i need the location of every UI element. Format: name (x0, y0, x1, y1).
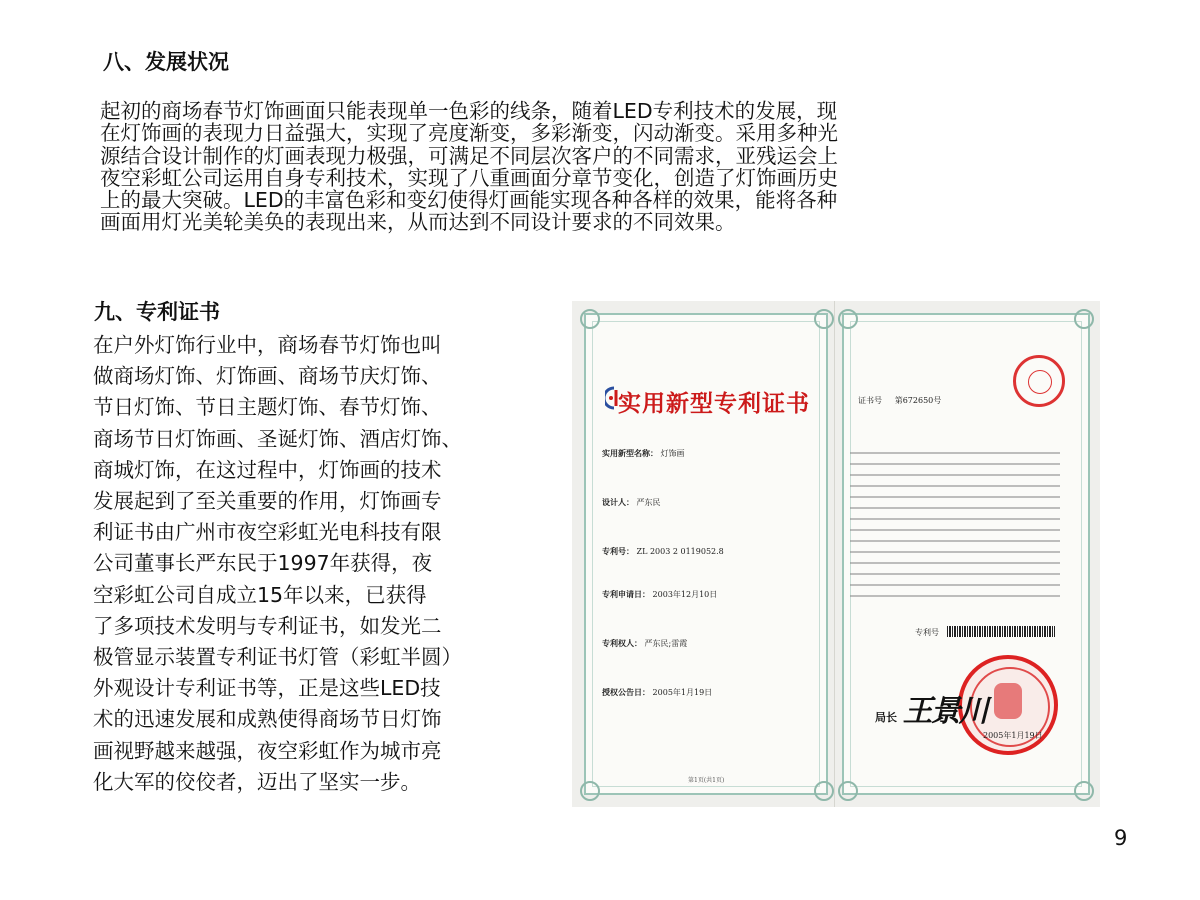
corner-ornament (1074, 309, 1094, 329)
grant-date (602, 687, 712, 698)
body-line: 节日灯饰、节日主题灯饰、春节灯饰、 (93, 395, 442, 420)
cert-number-value: 第672650号 (894, 396, 942, 405)
section-9-heading: 九、专利证书 (94, 300, 220, 324)
body-line: 商城灯饰，在这过程中，灯饰画的技术 (93, 457, 442, 482)
patent-number (602, 546, 724, 557)
body-line: 了多项技术发明与专利证书，如发光二 (93, 613, 442, 638)
field-value: 严东民 (636, 498, 661, 507)
application-date (602, 589, 717, 600)
barcode-label: 专利号 (915, 628, 939, 637)
corner-ornament (814, 781, 834, 801)
body-line: 画视野越来越强，夜空彩虹作为城市亮 (93, 738, 442, 763)
page-number: 9 (1114, 826, 1128, 850)
field-label: 实用新型名称： (602, 448, 658, 458)
section-8-body (100, 100, 1060, 234)
corner-ornament (580, 781, 600, 801)
body-line: 起初的商场春节灯饰画面只能表现单一色彩的线条，随着LED专利技术的发展，现 (100, 99, 838, 123)
body-line: 外观设计专利证书等，正是这些LED技 (93, 676, 441, 701)
field-value: 2005年1月19日 (652, 688, 713, 697)
body-line: 公司董事长严东民于1997年获得，夜 (93, 551, 433, 576)
body-line: 空彩虹公司自成立15年以来，已获得 (93, 582, 427, 607)
body-line: 夜空彩虹公司运用自身专利技术，实现了八重画面分章节变化，创造了灯饰画历史 (100, 165, 838, 190)
seal-date: 2005年1月19日 (983, 731, 1043, 740)
corner-ornament (838, 781, 858, 801)
field-label: 设计人： (602, 497, 634, 507)
corner-ornament (838, 309, 858, 329)
body-line: 利证书由广州市夜空彩虹光电科技有限 (93, 520, 442, 545)
body-line: 术的迅速发展和成熟使得商场节日灯饰 (93, 707, 442, 732)
field-value: 灯饰画 (660, 449, 685, 458)
certificate-fold (834, 301, 835, 807)
section-8-heading: 八、发展状况 (103, 50, 229, 74)
corner-ornament (814, 309, 834, 329)
director-label: 局长 (875, 711, 897, 724)
red-seal-icon (1013, 355, 1065, 407)
body-line: 在灯饰画的表现力日益强大，实现了亮度渐变，多彩渐变，闪动渐变。采用多种光 (100, 121, 838, 146)
corner-ornament (580, 309, 600, 329)
body-line: 极管显示装置专利证书灯管（彩虹半圆） (93, 645, 462, 670)
field-value: 严东民;雷霞 (644, 639, 688, 648)
barcode-icon (947, 626, 1055, 637)
certificate-title: 实用新型专利证书 (618, 390, 810, 417)
body-line: 源结合设计制作的灯画表现力极强，可满足不同层次客户的不同需求，亚残运会上 (100, 143, 838, 168)
certificate-fine-print (850, 452, 1060, 606)
body-line: 在户外灯饰行业中，商场春节灯饰也叫 (93, 333, 442, 357)
corner-ornament (1074, 781, 1094, 801)
field-label: 专利号： (602, 546, 634, 556)
section-9-body (93, 330, 563, 798)
field-value: 2003年12月10日 (652, 590, 718, 599)
field-label: 专利申请日： (602, 589, 650, 599)
body-line: 做商场灯饰、灯饰画、商场节庆灯饰、 (93, 364, 442, 389)
patent-owner (602, 638, 687, 649)
field-label: 授权公告日： (602, 687, 650, 697)
body-line: 商场节日灯饰画、圣诞灯饰、酒店灯饰、 (93, 426, 462, 451)
cert-number-label: 证书号 (858, 396, 882, 405)
field-label: 专利权人： (602, 638, 642, 648)
body-line: 画面用灯光美轮美奂的表现出来，从而达到不同设计要求的不同效果。 (100, 210, 736, 235)
body-line: 化大军的佼佼者，迈出了坚实一步。 (93, 769, 421, 794)
body-line: 上的最大突破。LED的丰富色彩和变幻使得灯画能实现各种各样的效果，能将各种 (100, 188, 838, 213)
field-value: ZL 2003 2 0119052.8 (636, 547, 724, 556)
body-line: 发展起到了至关重要的作用，灯饰画专 (93, 489, 442, 514)
cert-number (858, 395, 941, 406)
utility-model-name (602, 448, 685, 459)
director-signature (875, 686, 987, 730)
director-name: 王景川 (902, 694, 987, 729)
certificate-page-mark: 第1页(共1页) (688, 777, 725, 784)
designer (602, 497, 661, 508)
